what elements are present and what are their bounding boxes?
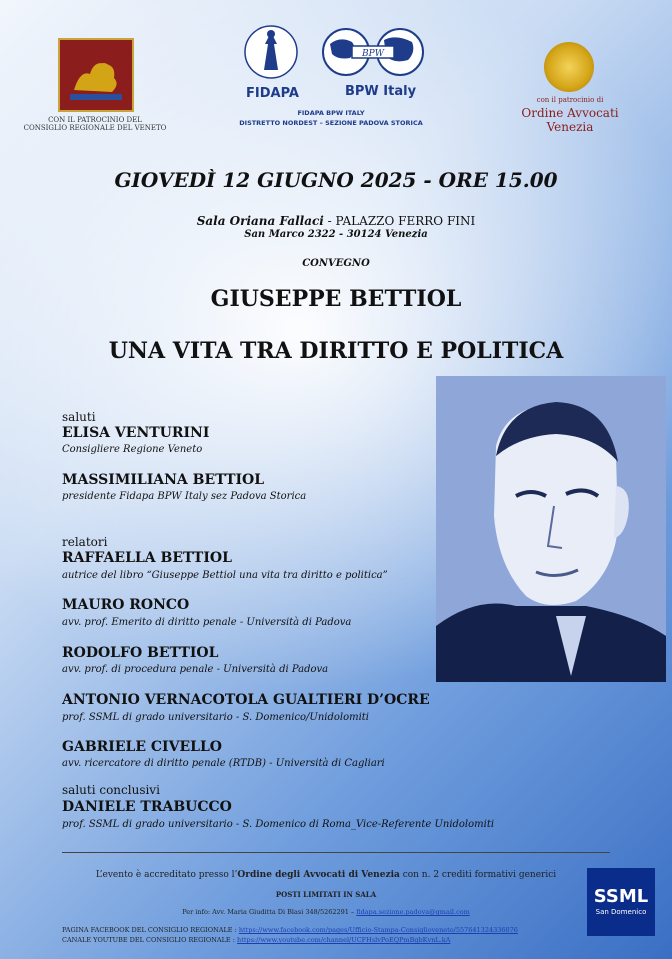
speaker-role: avv. prof. Emerito di diritto penale - Università di Padova [62, 617, 352, 628]
fidapa-subtitle [236, 108, 426, 128]
speaker-role: prof. SSML di grado universitario - S. Domenico/Unidolomiti [62, 712, 370, 723]
speaker-role: avv. ricercatore di diritto penale (RTDB) - Università di Cagliari [62, 758, 385, 769]
ordine-avvocati-seal-icon [544, 42, 594, 92]
speaker-name: MAURO RONCO [62, 597, 190, 613]
speaker-role: presidente Fidapa BPW Italy sez Padova Storica [62, 491, 307, 502]
bpw-logo-text: BPW [362, 49, 384, 59]
veneto-caption-line2: CONSIGLIO REGIONALE DEL VENETO [23, 124, 167, 132]
speaker-name: RAFFAELLA BETTIOL [62, 550, 232, 566]
veneto-lion-emblem [58, 38, 134, 112]
facebook-line [62, 926, 518, 934]
veneto-caption-line1: CON IL PATROCINIO DEL [48, 116, 142, 124]
portrait-photo [436, 376, 666, 682]
speaker-name: ELISA VENTURINI [62, 425, 210, 441]
speaker-role: prof. SSML di grado universitario - S. Domenico di Roma_Vice-Referente Unidolomiti [62, 819, 495, 830]
contact-text: Per info: Avv. Maria Giuditta Di Blasi 348/5262291 – [182, 908, 357, 916]
speaker-name: RODOLFO BETTIOL [62, 645, 219, 661]
ssml-badge-title: SSML [593, 886, 649, 907]
speaker-name: DANIELE TRABUCCO [62, 799, 232, 815]
ssml-badge-subtitle: San Domenico [595, 908, 647, 916]
bpw-name: BPW Italy [345, 84, 417, 99]
section-saluti: saluti [62, 410, 96, 424]
event-title: GIUSEPPE BETTIOL [210, 286, 462, 312]
event-date: GIOVEDÌ 12 GIUGNO 2025 - ORE 15.00 [114, 168, 558, 192]
fidapa-sub-line2: DISTRETTO NORDEST – SEZIONE PADOVA STORICA [239, 119, 423, 127]
youtube-link[interactable]: https://www.youtube.com/channel/UCFHslvPoEQPmBgbKvnL.kA [237, 936, 451, 944]
section-saluti-conclusivi: saluti conclusivi [62, 783, 160, 797]
footer-divider [62, 852, 610, 853]
event-subtitle: UNA VITA TRA DIRITTO E POLITICA [108, 338, 564, 364]
ssml-badge-logo [587, 868, 655, 936]
ordine-avvocati-name: Ordine Avvocati Venezia [521, 106, 619, 134]
contact-email-link[interactable]: fidapa.sezione.padova@gmail.com [356, 908, 470, 916]
facebook-label: PAGINA FACEBOOK DEL CONSIGLIO REGIONALE : [62, 926, 237, 934]
section-relatori: relatori [62, 535, 108, 549]
accreditation-ordine: Ordine degli Avvocati di Venezia [237, 870, 400, 880]
bpw-globe-logo [322, 26, 424, 78]
veneto-patronage-caption [20, 116, 170, 132]
contact-info [62, 908, 590, 916]
fidapa-sub-line1: FIDAPA BPW ITALY [297, 109, 365, 117]
limited-seats-note: POSTI LIMITATI IN SALA [275, 890, 377, 899]
speaker-role: Consigliere Regione Veneto [62, 444, 203, 455]
ordine-patronage-caption: con il patrocinio di [536, 96, 604, 104]
speaker-name: GABRIELE CIVELLO [62, 739, 223, 755]
venue-address: San Marco 2322 - 30124 Venezia [244, 229, 428, 240]
youtube-line [62, 936, 450, 944]
facebook-link[interactable]: https://www.facebook.com/pages/Ufficio-Stampa-Consiglioveneto/557641324336076 [238, 926, 518, 934]
venue-room: Sala Oriana Fallaci [196, 214, 324, 228]
speaker-name: ANTONIO VERNACOTOLA GUALTIERI D’OCRE [62, 692, 430, 708]
venue-palace: - PALAZZO FERRO FINI [323, 214, 476, 228]
speaker-name: MASSIMILIANA BETTIOL [62, 472, 265, 488]
speaker-role: avv. prof. di procedura penale - Università di Padova [62, 664, 329, 675]
fidapa-name: FIDAPA [246, 86, 299, 101]
youtube-label: CANALE YOUTUBE DEL CONSIGLIO REGIONALE : [62, 936, 235, 944]
venue-line [0, 214, 672, 228]
event-kind: CONVEGNO [302, 258, 370, 269]
accreditation-note [62, 870, 590, 880]
speaker-role: autrice del libro “Giuseppe Bettiol una vita tra diritto e politica” [62, 570, 388, 581]
fidapa-logo [244, 24, 298, 80]
accreditation-pre: L’evento è accreditato presso l’ [95, 870, 238, 880]
accreditation-post: con n. 2 crediti formativi generici [399, 870, 557, 880]
